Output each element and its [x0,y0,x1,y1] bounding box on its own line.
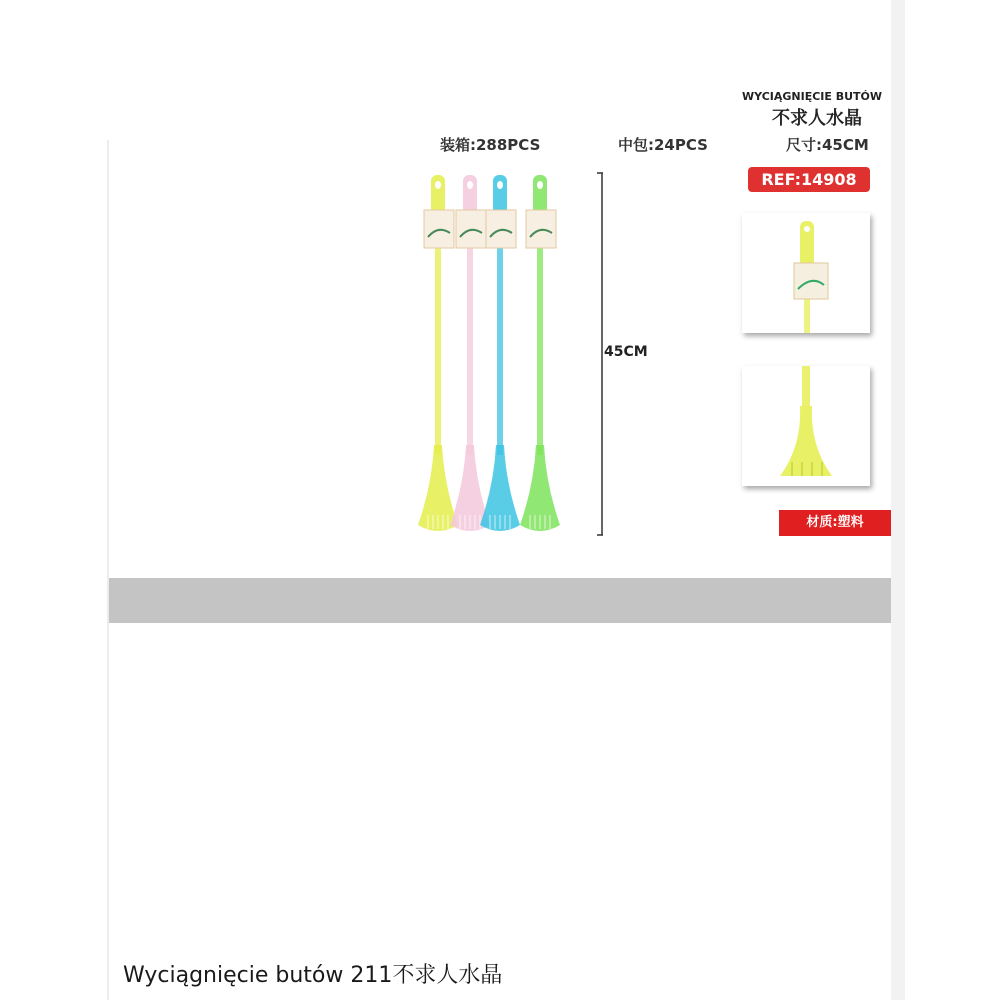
page-right-border [891,0,905,1000]
product-caption: Wyciągnięcie butów 211不求人水晶 [123,963,503,988]
material-badge: 材质:塑料 [779,510,891,536]
shoe-horn-1 [418,175,458,531]
shoe-horn-handle-icon [742,213,870,333]
product-title-chinese: 不求人水晶 [772,108,862,129]
product-size: 尺寸:45CM [786,136,869,154]
shoe-horn-blade-icon [742,366,870,486]
box-quantity: 装箱:288PCS [440,136,541,154]
thumbnail-handle[interactable] [742,213,870,333]
shoe-horn-2 [450,175,490,531]
product-title-polish: WYCIĄGNIĘCIE BUTÓW [742,90,883,103]
dimension-label: 45CM [604,344,648,360]
shoe-horn-3 [480,175,520,531]
shoe-horn-4 [520,175,560,531]
thumbnail-blade[interactable] [742,366,870,486]
section-divider [109,578,891,623]
inner-pack-quantity: 中包:24PCS [618,136,708,154]
ref-badge: REF:14908 [748,167,870,192]
shoe-horns-illustration [390,165,590,545]
